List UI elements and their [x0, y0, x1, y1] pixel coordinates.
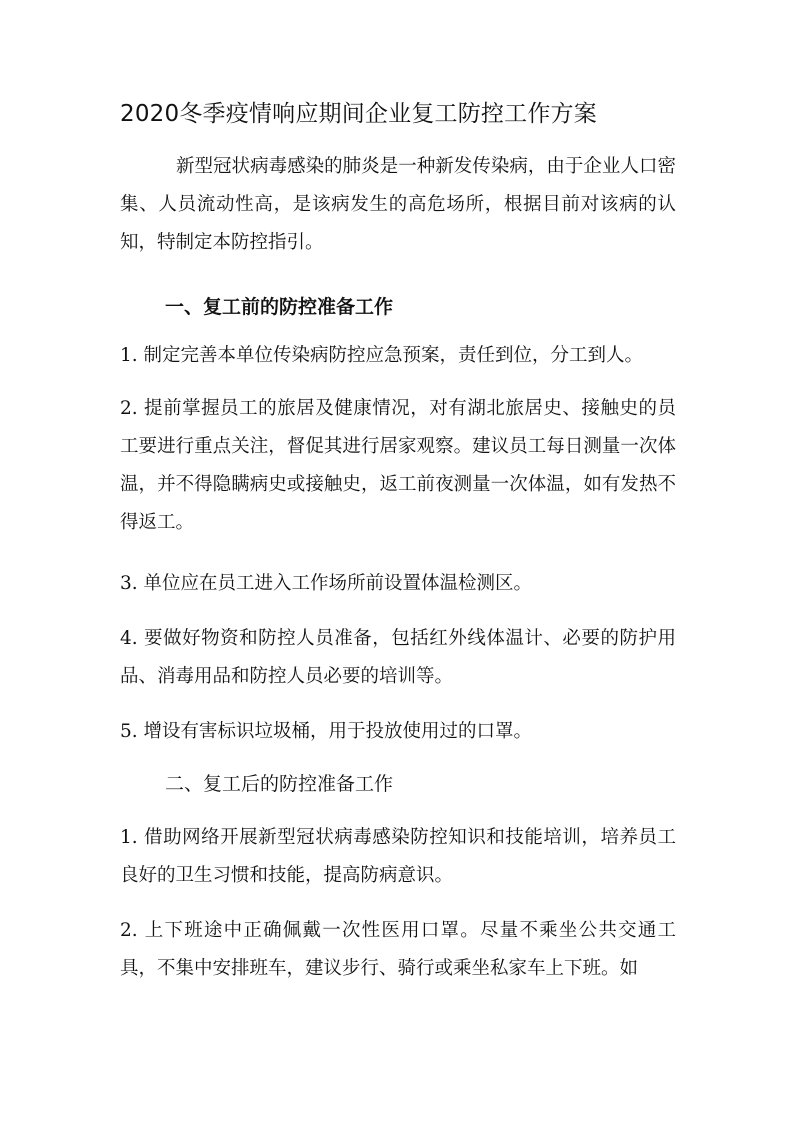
section-1-heading: 一、复工前的防控准备工作: [165, 296, 394, 318]
section-1-item-2: 2. 提前掌握员工的旅居及健康情况，对有湖北旅居史、接触史的员工要进行重点关注，督促其进行居家观察。建议员工每日测量一次体温，并不得隐瞒病史或接触史，返工前夜测量一次体温，如有发热不得返工。: [120, 398, 676, 533]
section-1-item-1: 1. 制定完善本单位传染病防控应急预案，责任到位，分工到人。: [120, 345, 644, 366]
section-1-item-5: 5. 增设有害标识垃圾桶，用于投放使用过的口罩。: [120, 721, 533, 742]
section-2-heading: 二、复工后的防控准备工作: [165, 773, 394, 795]
intro-paragraph: 新型冠状病毒感染的肺炎是一种新发传染病，由于企业人口密集、人员流动性高，是该病发生的高危场所，根据目前对该病的认知，特制定本防控指引。: [120, 156, 676, 253]
document-title: 2020冬季疫情响应期间企业复工防控工作方案: [120, 101, 597, 127]
section-2-item-1: 1. 借助网络开展新型冠状病毒感染防控知识和技能培训，培养员工良好的卫生习惯和技能，提高防病意识。: [120, 827, 676, 886]
section-1-item-4: 4. 要做好物资和防控人员准备，包括红外线体温计、必要的防护用品、消毒用品和防控人员必要的培训等。: [120, 628, 676, 687]
section-1-item-3: 3. 单位应在员工进入工作场所前设置体温检测区。: [120, 573, 533, 594]
section-2-item-2: 2. 上下班途中正确佩戴一次性医用口罩。尽量不乘坐公共交通工具，不集中安排班车，建议步行、骑行或乘坐私家车上下班。如: [120, 920, 676, 979]
